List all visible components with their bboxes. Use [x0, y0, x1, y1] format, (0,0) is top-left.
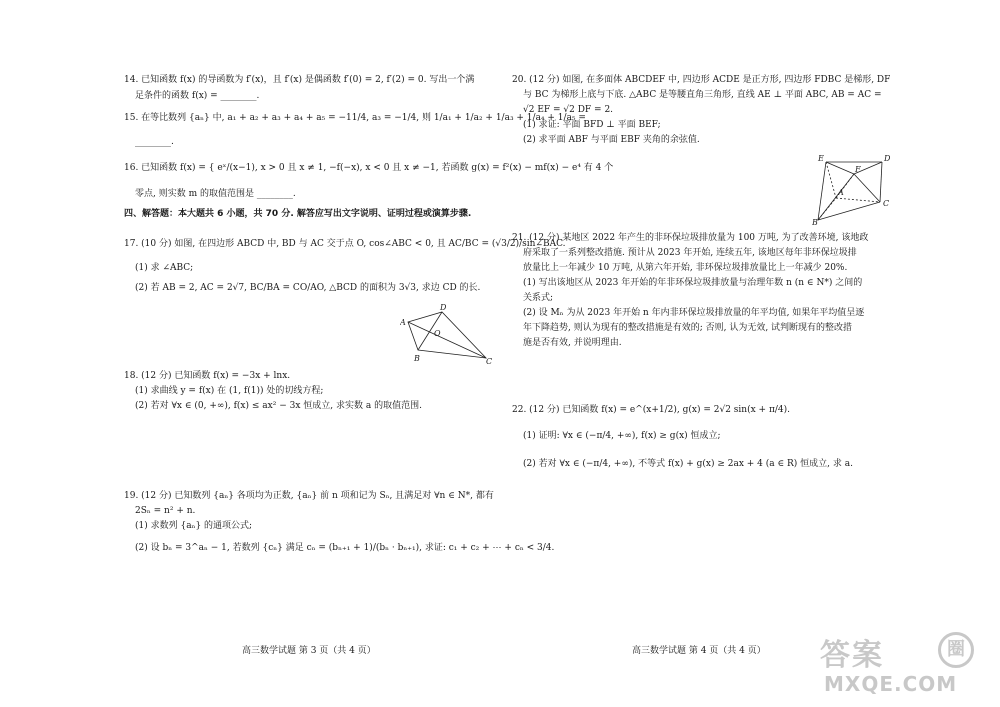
edge-bc	[818, 202, 880, 220]
label-o: O	[434, 329, 441, 338]
question-20-line-3: √2 EF = √2 DF = 2.	[523, 105, 614, 115]
question-20-part-2: (2) 求平面 ABF 与平面 EBF 夹角的余弦值.	[523, 135, 700, 145]
question-18-part-2: (2) 若对 ∀x ∈ (0, +∞), f(x) ≤ ax² − 3x 恒成立, 求实数 a 的取值范围.	[135, 401, 422, 411]
diagonal-ac	[408, 322, 486, 358]
question-19-part-1: (1) 求数列 {aₙ} 的通项公式;	[135, 521, 253, 531]
question-21-part-2-cont-2: 施是否有效, 并说明理由.	[523, 338, 622, 348]
edge-ac-hidden	[836, 198, 880, 202]
question-22-line-1: 22. (12 分) 已知函数 f(x) = e^(x+1/2), g(x) = 2√2 sin(x + π/4).	[512, 405, 790, 415]
question-19-part-2: (2) 设 bₙ = 3^aₙ − 1, 若数列 {cₙ} 满足 cₙ = (bₙ₊₁ + 1)/(bₙ · bₙ₊₁), 求证: c₁ + c₂ + ⋯ + cₙ < 3/4.	[135, 543, 555, 553]
question-20-line-2: 与 BC 为梯形上底与下底. △ABC 是等腰直角三角形, 直线 AE ⊥ 平面 ABC, AB = AC =	[523, 90, 882, 100]
left-page-footer: 高三数学试题 第 3 页（共 4 页）	[242, 646, 376, 656]
watermark-seal-icon: 圈	[938, 632, 974, 668]
question-21-part-1-cont: 关系式;	[523, 293, 554, 303]
question-21-part-1: (1) 写出该地区从 2023 年开始的年非环保垃圾排放量与治理年数 n (n ∈ N*) 之间的	[523, 278, 863, 288]
question-21-part-2-cont-1: 年下降趋势, 则认为现有的整改措施是有效的; 否则, 认为无效, 试判断现有的整改措	[523, 323, 853, 333]
label-e: E	[818, 154, 824, 163]
edge-fc	[854, 174, 880, 202]
section-heading: 四、解答题：本大题共 6 小题，共 70 分. 解答应写出文字说明、证明过程或演算步骤.	[124, 209, 472, 219]
edge-cd	[880, 162, 882, 202]
question-17-part-2: (2) 若 AB = 2, AC = 2√7, BC/BA = CO/AO, △BCD 的面积为 3√3, 求边 CD 的长.	[135, 283, 481, 293]
question-19-line-2: 2Sₙ = n² + n.	[135, 506, 196, 516]
question-19-line-1: 19. (12 分) 已知数列 {aₙ} 各项均为正数, {aₙ} 前 n 项和记为 Sₙ, 且满足对 ∀n ∈ N*, 都有	[124, 491, 494, 501]
watermark-url: MXQE.COM	[824, 672, 958, 696]
right-page-footer: 高三数学试题 第 4 页（共 4 页）	[632, 646, 766, 656]
watermark-main-text: 答案	[820, 638, 884, 673]
edge-ea-hidden	[826, 162, 836, 198]
quadrilateral-abcd-figure	[400, 304, 496, 366]
label-b: B	[414, 354, 420, 363]
question-15-line-2: ________.	[135, 137, 174, 147]
question-16-line-1: 16. 已知函数 f(x) = { eˣ/(x−1), x > 0 且 x ≠ 1, −f(−x), x < 0 且 x ≠ −1, 若函数 g(x) = f²(x) − mf(x) − e⁴ 有 4 个	[124, 163, 614, 173]
label-c: C	[883, 199, 890, 208]
polyhedron-abcdef-figure	[812, 154, 894, 226]
question-18-line-1: 18. (12 分) 已知函数 f(x) = −3x + lnx.	[124, 371, 291, 381]
label-c: C	[486, 357, 493, 366]
label-d: D	[440, 304, 447, 312]
question-14-line-1: 14. 已知函数 f(x) 的导函数为 f′(x)，且 f′(x) 是偶函数 f′(0) = 2, f′(2) = 0. 写出一个满	[124, 75, 475, 85]
question-14-line-2: 足条件的函数 f(x) = ________.	[135, 91, 260, 101]
question-20-line-1: 20. (12 分) 如图, 在多面体 ABCDEF 中, 四边形 ACDE 是正方形, 四边形 FDBC 是梯形, DF	[512, 75, 891, 85]
question-21-part-2: (2) 设 Mₙ 为从 2023 年开始 n 年内非环保垃圾排放量的年平均值, 如果年平均值呈逐	[523, 308, 865, 318]
question-21-line-1: 21. (12 分) 某地区 2022 年产生的非环保垃圾排放量为 100 万吨, 为了改善环境, 该地政	[512, 233, 869, 243]
question-20-part-1: (1) 求证: 平面 BFD ⊥ 平面 BEF;	[523, 120, 661, 130]
edge-ef	[826, 162, 854, 174]
label-d: D	[884, 154, 891, 163]
question-21-line-2: 府采取了一系列整改措施. 预计从 2023 年开始, 连续五年, 该地区每年非环保垃圾排	[523, 248, 857, 258]
quadrilateral-outline	[408, 312, 486, 358]
label-a: A	[838, 188, 844, 197]
question-17-part-1: (1) 求 ∠ABC;	[135, 263, 194, 273]
question-15-line-1: 15. 在等比数列 {aₙ} 中, a₁ + a₂ + a₃ + a₄ + a₅ = −11/4, a₃ = −1/4, 则 1/a₁ + 1/a₂ + 1/a₃ + 1/a₄ + 1/a₅ =	[124, 113, 586, 123]
label-b: B	[812, 218, 818, 226]
question-21-line-3: 放量比上一年减少 10 万吨, 从第六年开始, 非环保垃圾排放量比上一年减少 20%.	[523, 263, 848, 273]
question-22-part-1: (1) 证明: ∀x ∈ (−π/4, +∞), f(x) ≥ g(x) 恒成立;	[523, 431, 721, 441]
question-22-part-2: (2) 若对 ∀x ∈ (−π/4, +∞), 不等式 f(x) + g(x) ≥ 2ax + 4 (a ∈ R) 恒成立, 求 a.	[523, 459, 853, 469]
label-a: A	[400, 318, 406, 327]
question-18-part-1: (1) 求曲线 y = f(x) 在 (1, f(1)) 处的切线方程;	[135, 386, 324, 396]
question-16-line-2: 零点, 则实数 m 的取值范围是 ________.	[135, 189, 296, 199]
label-f: F	[855, 165, 861, 174]
watermark-logo	[820, 628, 980, 698]
question-17-line-1: 17. (10 分) 如图, 在四边形 ABCD 中, BD 与 AC 交于点 O, cos∠ABC < 0, 且 AC/BC = (√3/2)/sin∠BAC.	[124, 239, 566, 249]
